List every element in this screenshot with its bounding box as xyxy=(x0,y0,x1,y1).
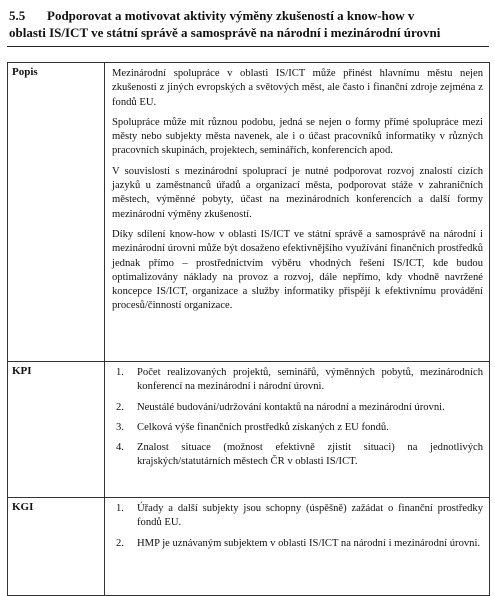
section-title-line2: oblasti IS/ICT ve státní správě a samosprávě na národní i mezinárodní úrovni xyxy=(9,25,441,40)
table-row-kpi xyxy=(8,362,490,498)
kpi-content xyxy=(105,362,490,498)
table-row-kgi xyxy=(8,498,490,596)
popis-paragraph: V souvislosti s mezinárodní spoluprací je nutné podporovat rozvoj znalostí cizích jazyků u zaměstnanců úřadů a organizací města, podporovat stáže v zahraničních městech, výměnné pobyty, účast na mezinárodních konferencích a další formy mezinárodní výměny zkušeností. xyxy=(112,165,483,220)
list-item-number: 1. xyxy=(116,503,124,514)
list-item-number: 3. xyxy=(116,421,124,433)
list-item xyxy=(112,421,483,435)
row-label-kgi: KGI xyxy=(8,498,105,596)
section-number: 5.5 xyxy=(9,8,26,23)
popis-content xyxy=(105,63,490,362)
row-label-popis: Popis xyxy=(8,63,105,362)
list-item xyxy=(112,401,483,415)
section-title-line1: Podporovat a motivovat aktivity výměny zkušeností a know-how v xyxy=(47,8,415,23)
kgi-list xyxy=(112,502,483,551)
list-item-text: Neustálé budování/udržování kontaktů na národní a mezinárodní úrovni. xyxy=(137,401,445,413)
kpi-list xyxy=(112,366,483,470)
list-item-text: Úřady a další subjekty jsou schopny (úspěšně) zažádat o finanční prostředky fondů EU. xyxy=(137,503,483,529)
table-row-popis xyxy=(8,63,490,362)
popis-paragraph: Díky sdílení know-how v oblasti IS/ICT ve státní správě a samosprávě na národní i mezinárodní úrovni může být dosaženo efektivnějšího využívání finančních prostředků jednak přímo – prostřednictvím výběru vhodných řešení IS/ICT, kde budou optimalizovány náklady na provoz a rozvoj, dále nepřímo, kdy vhodně navržené koncepce IS/ICT, organizace a služby informatiky přispějí k efektivnímu provádění procesů/činností organizace. xyxy=(112,228,483,312)
list-item xyxy=(112,441,483,470)
list-item xyxy=(112,502,483,531)
goal-table xyxy=(7,62,490,596)
section-heading xyxy=(9,7,491,41)
list-item-text: HMP je uznávaným subjektem v oblasti IS/ICT na národní i mezinárodní úrovni. xyxy=(137,537,481,549)
list-item-text: Znalost situace (možnost efektivně zjistit situaci) na jednotlivých krajských/statutárních městech ČR v oblasti IS/ICT. xyxy=(137,442,483,468)
popis-paragraph: Mezinárodní spolupráce v oblasti IS/ICT může přinést hlavnímu městu nejen zkušenosti z jiných evropských a světových měst, ale často i finanční zdroje zejména z fondů EU. xyxy=(112,68,483,108)
heading-underline xyxy=(7,46,489,47)
list-item-number: 2. xyxy=(116,401,124,413)
row-label-kpi: KPI xyxy=(8,362,105,498)
list-item-number: 1. xyxy=(116,367,124,378)
popis-paragraph: Spolupráce může mít různou podobu, jedná se nejen o formy přímé spolupráce mezi městy nebo subjekty města navenek, ale i o účast pracovníků informatiky v různých pracovních skupinách, projektech, seminářích, konferencích apod. xyxy=(112,116,483,157)
list-item-number: 2. xyxy=(116,537,124,549)
list-item xyxy=(112,537,483,551)
list-item-number: 4. xyxy=(116,442,124,454)
list-item-text: Počet realizovaných projektů, seminářů, výměnných pobytů, mezinárodních konferencí na mezinárodní i národní úrovni. xyxy=(137,367,483,393)
list-item-text: Celková výše finančních prostředků získaných z EU fondů. xyxy=(137,421,389,433)
kgi-content xyxy=(105,498,490,596)
list-item xyxy=(112,366,483,395)
